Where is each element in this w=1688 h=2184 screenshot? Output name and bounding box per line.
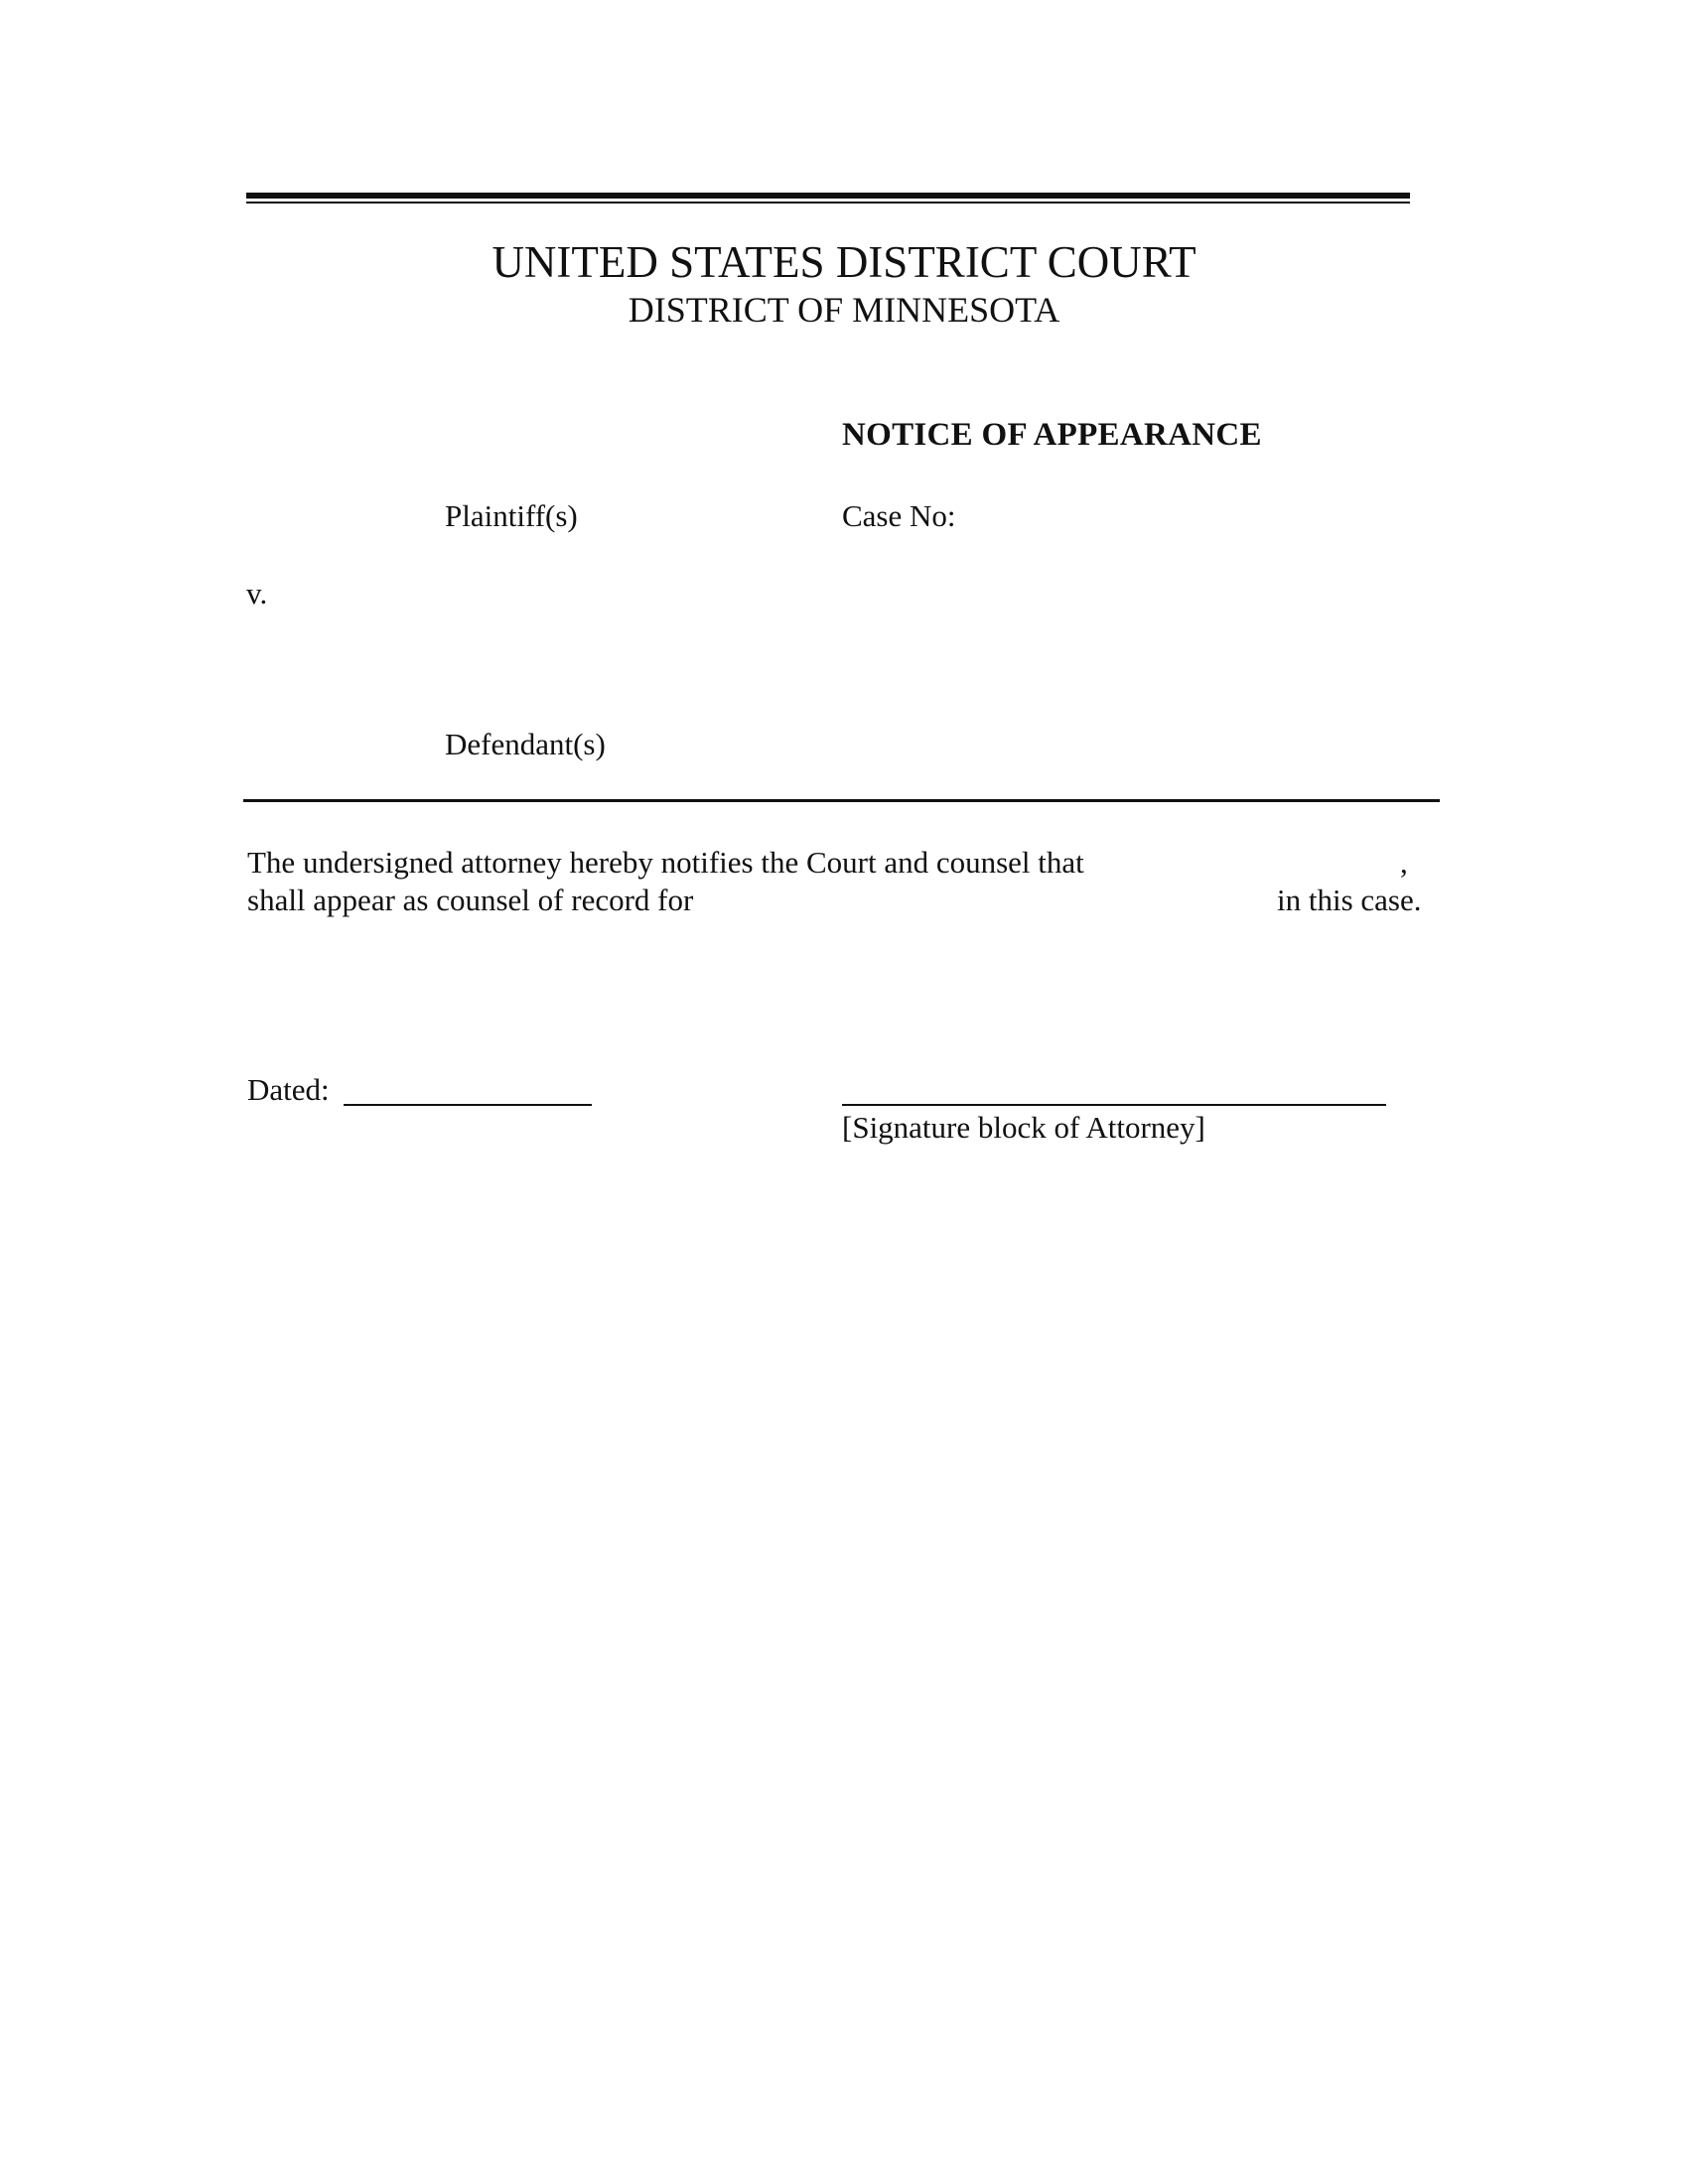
notice-body-line-2: shall appear as counsel of record for [247,883,694,917]
header-double-rule-thin [246,202,1410,204]
document-title: NOTICE OF APPEARANCE [842,417,1262,453]
plaintiff-label: Plaintiff(s) [445,498,578,533]
court-district: DISTRICT OF MINNESOTA [628,290,1060,330]
court-name: UNITED STATES DISTRICT COURT [492,237,1196,287]
versus-label: v. [246,576,268,611]
defendant-label: Defendant(s) [445,727,606,761]
notice-body-line-2-end: in this case. [1277,883,1422,917]
date-blank-line [344,1104,592,1106]
notice-body-comma: , [1400,845,1408,880]
signature-block-caption: [Signature block of Attorney] [842,1110,1205,1145]
case-number-label: Case No: [842,498,956,533]
dated-label: Dated: [247,1072,330,1107]
caption-divider [243,799,1440,802]
header-double-rule-thick [246,193,1410,199]
notice-body-line-1: The undersigned attorney hereby notifies the Court and counsel that [247,845,1084,880]
signature-line [842,1104,1386,1106]
